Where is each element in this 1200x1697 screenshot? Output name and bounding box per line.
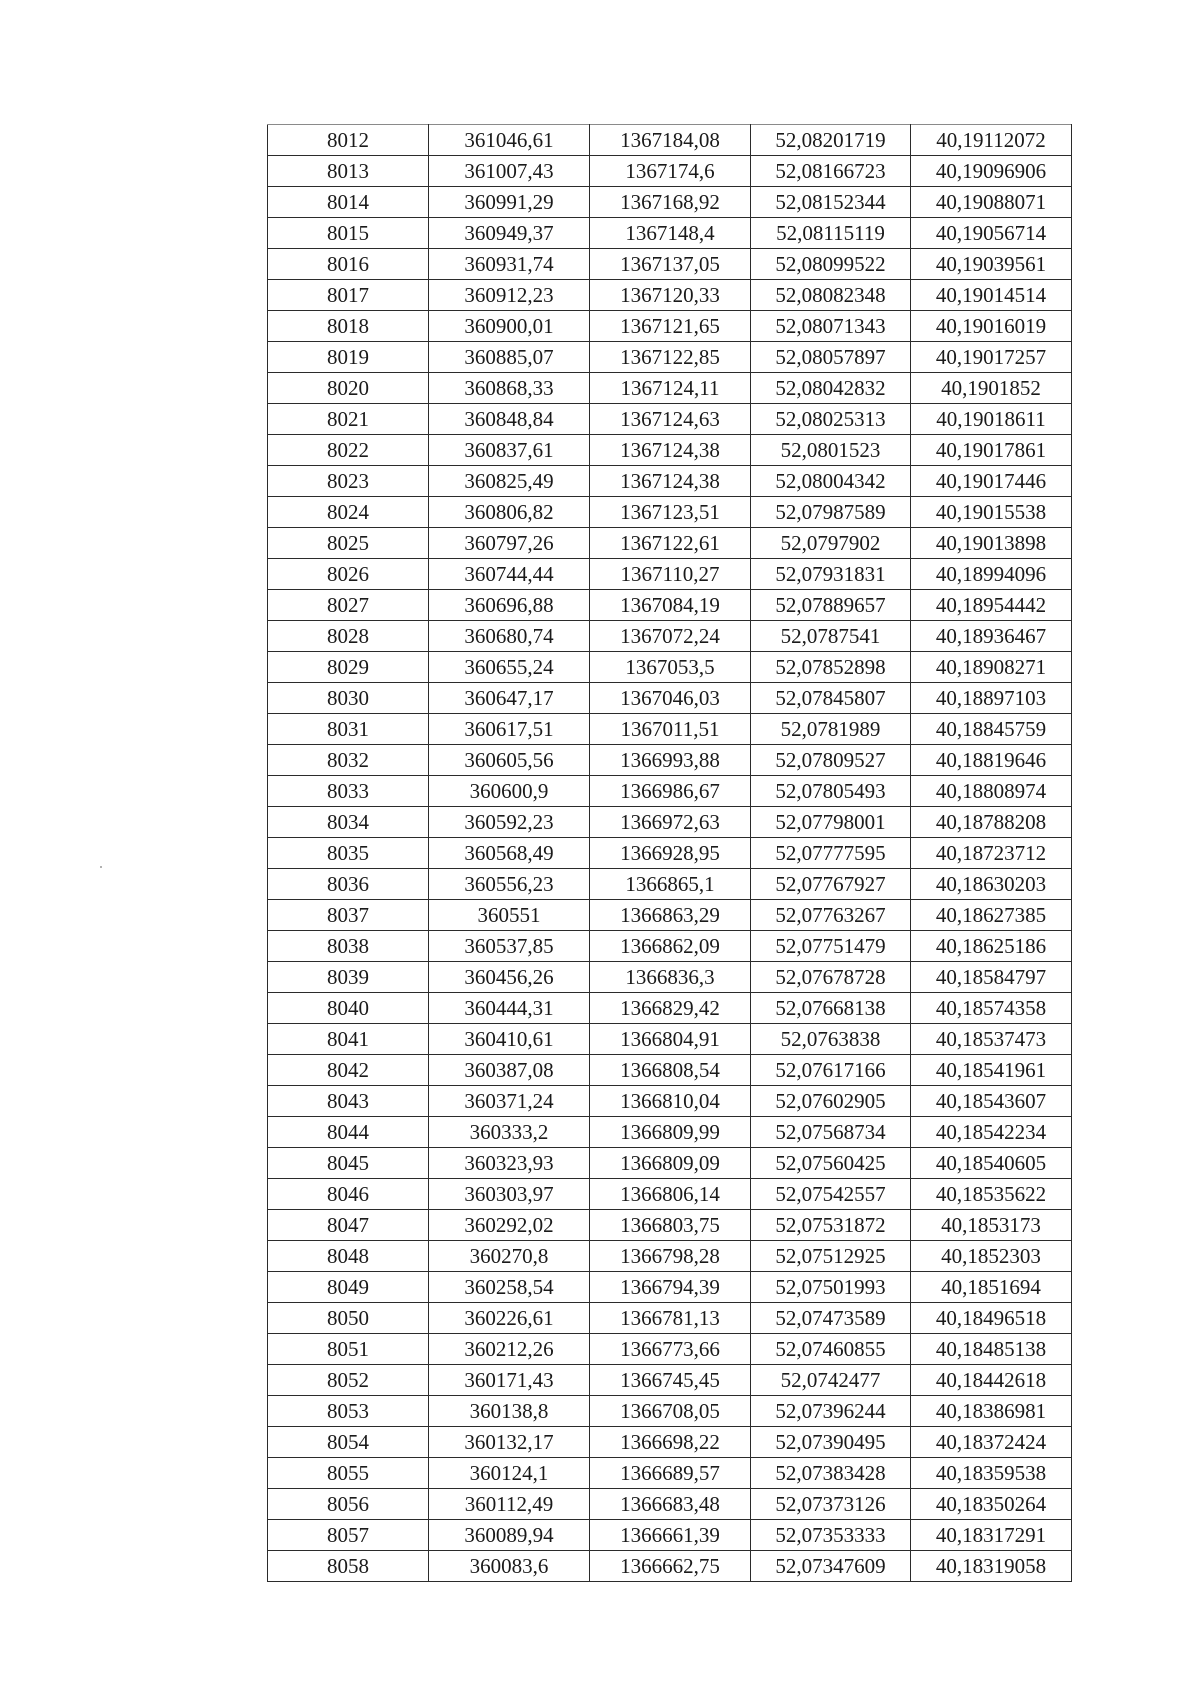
y-coordinate-cell: 1366798,28 <box>590 1241 751 1272</box>
point-number-cell: 8019 <box>268 342 429 373</box>
x-coordinate-cell: 360806,82 <box>429 497 590 528</box>
longitude-cell: 40,18537473 <box>911 1024 1072 1055</box>
y-coordinate-cell: 1366972,63 <box>590 807 751 838</box>
point-number-cell: 8032 <box>268 745 429 776</box>
latitude-cell: 52,0801523 <box>751 435 911 466</box>
latitude-cell: 52,07383428 <box>751 1458 911 1489</box>
y-coordinate-cell: 1366794,39 <box>590 1272 751 1303</box>
y-coordinate-cell: 1366689,57 <box>590 1458 751 1489</box>
latitude-cell: 52,07473589 <box>751 1303 911 1334</box>
longitude-cell: 40,1852303 <box>911 1241 1072 1272</box>
longitude-cell: 40,19018611 <box>911 404 1072 435</box>
point-number-cell: 8023 <box>268 466 429 497</box>
table-row <box>268 1179 1072 1210</box>
x-coordinate-cell: 360089,94 <box>429 1520 590 1551</box>
y-coordinate-cell: 1366862,09 <box>590 931 751 962</box>
table-row <box>268 962 1072 993</box>
y-coordinate-cell: 1366865,1 <box>590 869 751 900</box>
point-number-cell: 8055 <box>268 1458 429 1489</box>
latitude-cell: 52,0763838 <box>751 1024 911 1055</box>
longitude-cell: 40,18350264 <box>911 1489 1072 1520</box>
y-coordinate-cell: 1366809,99 <box>590 1117 751 1148</box>
point-number-cell: 8045 <box>268 1148 429 1179</box>
y-coordinate-cell: 1366809,09 <box>590 1148 751 1179</box>
latitude-cell: 52,07805493 <box>751 776 911 807</box>
table-row <box>268 249 1072 280</box>
y-coordinate-cell: 1366804,91 <box>590 1024 751 1055</box>
longitude-cell: 40,18625186 <box>911 931 1072 962</box>
y-coordinate-cell: 1367124,38 <box>590 466 751 497</box>
latitude-cell: 52,08025313 <box>751 404 911 435</box>
x-coordinate-cell: 360333,2 <box>429 1117 590 1148</box>
longitude-cell: 40,18485138 <box>911 1334 1072 1365</box>
longitude-cell: 40,18584797 <box>911 962 1072 993</box>
latitude-cell: 52,08004342 <box>751 466 911 497</box>
latitude-cell: 52,07353333 <box>751 1520 911 1551</box>
latitude-cell: 52,0787541 <box>751 621 911 652</box>
y-coordinate-cell: 1367072,24 <box>590 621 751 652</box>
x-coordinate-cell: 360112,49 <box>429 1489 590 1520</box>
point-number-cell: 8054 <box>268 1427 429 1458</box>
table-row <box>268 187 1072 218</box>
x-coordinate-cell: 360387,08 <box>429 1055 590 1086</box>
latitude-cell: 52,0742477 <box>751 1365 911 1396</box>
latitude-cell: 52,07889657 <box>751 590 911 621</box>
x-coordinate-cell: 360556,23 <box>429 869 590 900</box>
x-coordinate-cell: 360885,07 <box>429 342 590 373</box>
table-row <box>268 1520 1072 1551</box>
x-coordinate-cell: 360900,01 <box>429 311 590 342</box>
point-number-cell: 8034 <box>268 807 429 838</box>
x-coordinate-cell: 360848,84 <box>429 404 590 435</box>
point-number-cell: 8022 <box>268 435 429 466</box>
point-number-cell: 8026 <box>268 559 429 590</box>
longitude-cell: 40,19017446 <box>911 466 1072 497</box>
y-coordinate-cell: 1367184,08 <box>590 125 751 156</box>
longitude-cell: 40,19039561 <box>911 249 1072 280</box>
latitude-cell: 52,07617166 <box>751 1055 911 1086</box>
y-coordinate-cell: 1367168,92 <box>590 187 751 218</box>
point-number-cell: 8014 <box>268 187 429 218</box>
point-number-cell: 8030 <box>268 683 429 714</box>
longitude-cell: 40,18908271 <box>911 652 1072 683</box>
longitude-cell: 40,19088071 <box>911 187 1072 218</box>
x-coordinate-cell: 360537,85 <box>429 931 590 962</box>
y-coordinate-cell: 1367084,19 <box>590 590 751 621</box>
longitude-cell: 40,19112072 <box>911 125 1072 156</box>
x-coordinate-cell: 360949,37 <box>429 218 590 249</box>
table-row <box>268 311 1072 342</box>
latitude-cell: 52,08152344 <box>751 187 911 218</box>
table-row <box>268 1458 1072 1489</box>
longitude-cell: 40,19096906 <box>911 156 1072 187</box>
longitude-cell: 40,18386981 <box>911 1396 1072 1427</box>
point-number-cell: 8038 <box>268 931 429 962</box>
y-coordinate-cell: 1367174,6 <box>590 156 751 187</box>
table-row <box>268 1396 1072 1427</box>
y-coordinate-cell: 1367123,51 <box>590 497 751 528</box>
y-coordinate-cell: 1366986,67 <box>590 776 751 807</box>
table-row <box>268 1210 1072 1241</box>
point-number-cell: 8042 <box>268 1055 429 1086</box>
y-coordinate-cell: 1367124,38 <box>590 435 751 466</box>
point-number-cell: 8058 <box>268 1551 429 1582</box>
table-row <box>268 528 1072 559</box>
latitude-cell: 52,07568734 <box>751 1117 911 1148</box>
latitude-cell: 52,07396244 <box>751 1396 911 1427</box>
latitude-cell: 52,07852898 <box>751 652 911 683</box>
longitude-cell: 40,18535622 <box>911 1179 1072 1210</box>
y-coordinate-cell: 1366698,22 <box>590 1427 751 1458</box>
table-row <box>268 1365 1072 1396</box>
point-number-cell: 8017 <box>268 280 429 311</box>
table-row <box>268 218 1072 249</box>
point-number-cell: 8021 <box>268 404 429 435</box>
latitude-cell: 52,07602905 <box>751 1086 911 1117</box>
table-row <box>268 993 1072 1024</box>
y-coordinate-cell: 1367122,61 <box>590 528 751 559</box>
table-row <box>268 373 1072 404</box>
longitude-cell: 40,18317291 <box>911 1520 1072 1551</box>
point-number-cell: 8028 <box>268 621 429 652</box>
y-coordinate-cell: 1366836,3 <box>590 962 751 993</box>
point-number-cell: 8020 <box>268 373 429 404</box>
y-coordinate-cell: 1366863,29 <box>590 900 751 931</box>
latitude-cell: 52,07501993 <box>751 1272 911 1303</box>
x-coordinate-cell: 360991,29 <box>429 187 590 218</box>
table-row <box>268 559 1072 590</box>
x-coordinate-cell: 361046,61 <box>429 125 590 156</box>
x-coordinate-cell: 360600,9 <box>429 776 590 807</box>
table-row <box>268 435 1072 466</box>
latitude-cell: 52,07931831 <box>751 559 911 590</box>
x-coordinate-cell: 360371,24 <box>429 1086 590 1117</box>
x-coordinate-cell: 360655,24 <box>429 652 590 683</box>
table-row <box>268 1148 1072 1179</box>
y-coordinate-cell: 1367110,27 <box>590 559 751 590</box>
table-row <box>268 1334 1072 1365</box>
longitude-cell: 40,18808974 <box>911 776 1072 807</box>
table-row <box>268 776 1072 807</box>
table-row <box>268 280 1072 311</box>
y-coordinate-cell: 1366928,95 <box>590 838 751 869</box>
point-number-cell: 8018 <box>268 311 429 342</box>
y-coordinate-cell: 1367120,33 <box>590 280 751 311</box>
y-coordinate-cell: 1366661,39 <box>590 1520 751 1551</box>
latitude-cell: 52,07763267 <box>751 900 911 931</box>
y-coordinate-cell: 1367137,05 <box>590 249 751 280</box>
table-row <box>268 1055 1072 1086</box>
latitude-cell: 52,07560425 <box>751 1148 911 1179</box>
table-row <box>268 1117 1072 1148</box>
x-coordinate-cell: 360212,26 <box>429 1334 590 1365</box>
table-row <box>268 1272 1072 1303</box>
point-number-cell: 8012 <box>268 125 429 156</box>
y-coordinate-cell: 1366781,13 <box>590 1303 751 1334</box>
point-number-cell: 8056 <box>268 1489 429 1520</box>
longitude-cell: 40,18359538 <box>911 1458 1072 1489</box>
x-coordinate-cell: 360744,44 <box>429 559 590 590</box>
longitude-cell: 40,18496518 <box>911 1303 1072 1334</box>
y-coordinate-cell: 1366745,45 <box>590 1365 751 1396</box>
latitude-cell: 52,07798001 <box>751 807 911 838</box>
point-number-cell: 8043 <box>268 1086 429 1117</box>
longitude-cell: 40,1851694 <box>911 1272 1072 1303</box>
point-number-cell: 8041 <box>268 1024 429 1055</box>
x-coordinate-cell: 360592,23 <box>429 807 590 838</box>
x-coordinate-cell: 360292,02 <box>429 1210 590 1241</box>
point-number-cell: 8053 <box>268 1396 429 1427</box>
latitude-cell: 52,07987589 <box>751 497 911 528</box>
latitude-cell: 52,08166723 <box>751 156 911 187</box>
table-row <box>268 745 1072 776</box>
point-number-cell: 8049 <box>268 1272 429 1303</box>
table-row <box>268 590 1072 621</box>
longitude-cell: 40,18372424 <box>911 1427 1072 1458</box>
point-number-cell: 8015 <box>268 218 429 249</box>
x-coordinate-cell: 360696,88 <box>429 590 590 621</box>
table-row <box>268 652 1072 683</box>
x-coordinate-cell: 360797,26 <box>429 528 590 559</box>
y-coordinate-cell: 1367148,4 <box>590 218 751 249</box>
latitude-cell: 52,07678728 <box>751 962 911 993</box>
table-row <box>268 931 1072 962</box>
latitude-cell: 52,07512925 <box>751 1241 911 1272</box>
x-coordinate-cell: 360410,61 <box>429 1024 590 1055</box>
coordinate-table <box>267 124 1072 1582</box>
point-number-cell: 8040 <box>268 993 429 1024</box>
point-number-cell: 8051 <box>268 1334 429 1365</box>
table-row <box>268 125 1072 156</box>
y-coordinate-cell: 1366803,75 <box>590 1210 751 1241</box>
table-row <box>268 1086 1072 1117</box>
table-row <box>268 838 1072 869</box>
table-row <box>268 1551 1072 1582</box>
latitude-cell: 52,08071343 <box>751 311 911 342</box>
x-coordinate-cell: 360270,8 <box>429 1241 590 1272</box>
table-row <box>268 900 1072 931</box>
point-number-cell: 8035 <box>268 838 429 869</box>
latitude-cell: 52,07531872 <box>751 1210 911 1241</box>
table-row <box>268 621 1072 652</box>
x-coordinate-cell: 360323,93 <box>429 1148 590 1179</box>
x-coordinate-cell: 360138,8 <box>429 1396 590 1427</box>
y-coordinate-cell: 1366993,88 <box>590 745 751 776</box>
point-number-cell: 8052 <box>268 1365 429 1396</box>
point-number-cell: 8016 <box>268 249 429 280</box>
table-row <box>268 1241 1072 1272</box>
longitude-cell: 40,19056714 <box>911 218 1072 249</box>
longitude-cell: 40,19013898 <box>911 528 1072 559</box>
latitude-cell: 52,07767927 <box>751 869 911 900</box>
latitude-cell: 52,08115119 <box>751 218 911 249</box>
point-number-cell: 8057 <box>268 1520 429 1551</box>
longitude-cell: 40,18723712 <box>911 838 1072 869</box>
y-coordinate-cell: 1367053,5 <box>590 652 751 683</box>
x-coordinate-cell: 360825,49 <box>429 466 590 497</box>
x-coordinate-cell: 360124,1 <box>429 1458 590 1489</box>
latitude-cell: 52,08042832 <box>751 373 911 404</box>
point-number-cell: 8013 <box>268 156 429 187</box>
point-number-cell: 8031 <box>268 714 429 745</box>
latitude-cell: 52,07460855 <box>751 1334 911 1365</box>
table-row <box>268 714 1072 745</box>
y-coordinate-cell: 1367011,51 <box>590 714 751 745</box>
longitude-cell: 40,18574358 <box>911 993 1072 1024</box>
y-coordinate-cell: 1366829,42 <box>590 993 751 1024</box>
longitude-cell: 40,18897103 <box>911 683 1072 714</box>
longitude-cell: 40,19017861 <box>911 435 1072 466</box>
point-number-cell: 8025 <box>268 528 429 559</box>
table-row <box>268 466 1072 497</box>
latitude-cell: 52,07845807 <box>751 683 911 714</box>
x-coordinate-cell: 360258,54 <box>429 1272 590 1303</box>
x-coordinate-cell: 360132,17 <box>429 1427 590 1458</box>
x-coordinate-cell: 360837,61 <box>429 435 590 466</box>
table-row <box>268 683 1072 714</box>
latitude-cell: 52,08201719 <box>751 125 911 156</box>
longitude-cell: 40,18540605 <box>911 1148 1072 1179</box>
x-coordinate-cell: 360226,61 <box>429 1303 590 1334</box>
table-row <box>268 342 1072 373</box>
table-row <box>268 497 1072 528</box>
latitude-cell: 52,0781989 <box>751 714 911 745</box>
y-coordinate-cell: 1367046,03 <box>590 683 751 714</box>
table-row <box>268 1427 1072 1458</box>
y-coordinate-cell: 1367124,63 <box>590 404 751 435</box>
point-number-cell: 8033 <box>268 776 429 807</box>
longitude-cell: 40,18630203 <box>911 869 1072 900</box>
latitude-cell: 52,07347609 <box>751 1551 911 1582</box>
latitude-cell: 52,07390495 <box>751 1427 911 1458</box>
latitude-cell: 52,08099522 <box>751 249 911 280</box>
x-coordinate-cell: 360647,17 <box>429 683 590 714</box>
y-coordinate-cell: 1366683,48 <box>590 1489 751 1520</box>
longitude-cell: 40,18788208 <box>911 807 1072 838</box>
latitude-cell: 52,07751479 <box>751 931 911 962</box>
point-number-cell: 8024 <box>268 497 429 528</box>
y-coordinate-cell: 1366808,54 <box>590 1055 751 1086</box>
longitude-cell: 40,18954442 <box>911 590 1072 621</box>
latitude-cell: 52,07373126 <box>751 1489 911 1520</box>
table-row <box>268 807 1072 838</box>
x-coordinate-cell: 360444,31 <box>429 993 590 1024</box>
longitude-cell: 40,18542234 <box>911 1117 1072 1148</box>
longitude-cell: 40,18845759 <box>911 714 1072 745</box>
x-coordinate-cell: 360868,33 <box>429 373 590 404</box>
x-coordinate-cell: 360456,26 <box>429 962 590 993</box>
y-coordinate-cell: 1366806,14 <box>590 1179 751 1210</box>
point-number-cell: 8039 <box>268 962 429 993</box>
longitude-cell: 40,18627385 <box>911 900 1072 931</box>
y-coordinate-cell: 1367124,11 <box>590 373 751 404</box>
longitude-cell: 40,19016019 <box>911 311 1072 342</box>
table-row <box>268 1303 1072 1334</box>
point-number-cell: 8037 <box>268 900 429 931</box>
longitude-cell: 40,19015538 <box>911 497 1072 528</box>
scan-speck <box>100 866 102 868</box>
longitude-cell: 40,19014514 <box>911 280 1072 311</box>
point-number-cell: 8029 <box>268 652 429 683</box>
latitude-cell: 52,07542557 <box>751 1179 911 1210</box>
longitude-cell: 40,18541961 <box>911 1055 1072 1086</box>
longitude-cell: 40,18319058 <box>911 1551 1072 1582</box>
x-coordinate-cell: 360551 <box>429 900 590 931</box>
point-number-cell: 8047 <box>268 1210 429 1241</box>
latitude-cell: 52,07777595 <box>751 838 911 869</box>
longitude-cell: 40,1853173 <box>911 1210 1072 1241</box>
longitude-cell: 40,18543607 <box>911 1086 1072 1117</box>
x-coordinate-cell: 360171,43 <box>429 1365 590 1396</box>
y-coordinate-cell: 1366810,04 <box>590 1086 751 1117</box>
table-row <box>268 156 1072 187</box>
y-coordinate-cell: 1366662,75 <box>590 1551 751 1582</box>
table-row <box>268 404 1072 435</box>
table-row <box>268 1489 1072 1520</box>
point-number-cell: 8050 <box>268 1303 429 1334</box>
point-number-cell: 8048 <box>268 1241 429 1272</box>
y-coordinate-cell: 1367122,85 <box>590 342 751 373</box>
x-coordinate-cell: 360931,74 <box>429 249 590 280</box>
x-coordinate-cell: 360303,97 <box>429 1179 590 1210</box>
table-row <box>268 869 1072 900</box>
point-number-cell: 8046 <box>268 1179 429 1210</box>
longitude-cell: 40,18819646 <box>911 745 1072 776</box>
y-coordinate-cell: 1366773,66 <box>590 1334 751 1365</box>
longitude-cell: 40,18936467 <box>911 621 1072 652</box>
latitude-cell: 52,07809527 <box>751 745 911 776</box>
longitude-cell: 40,18442618 <box>911 1365 1072 1396</box>
point-number-cell: 8036 <box>268 869 429 900</box>
y-coordinate-cell: 1367121,65 <box>590 311 751 342</box>
latitude-cell: 52,08082348 <box>751 280 911 311</box>
x-coordinate-cell: 360083,6 <box>429 1551 590 1582</box>
x-coordinate-cell: 360680,74 <box>429 621 590 652</box>
latitude-cell: 52,08057897 <box>751 342 911 373</box>
x-coordinate-cell: 360912,23 <box>429 280 590 311</box>
longitude-cell: 40,19017257 <box>911 342 1072 373</box>
x-coordinate-cell: 360605,56 <box>429 745 590 776</box>
point-number-cell: 8044 <box>268 1117 429 1148</box>
x-coordinate-cell: 360617,51 <box>429 714 590 745</box>
longitude-cell: 40,1901852 <box>911 373 1072 404</box>
latitude-cell: 52,0797902 <box>751 528 911 559</box>
y-coordinate-cell: 1366708,05 <box>590 1396 751 1427</box>
point-number-cell: 8027 <box>268 590 429 621</box>
latitude-cell: 52,07668138 <box>751 993 911 1024</box>
x-coordinate-cell: 361007,43 <box>429 156 590 187</box>
longitude-cell: 40,18994096 <box>911 559 1072 590</box>
x-coordinate-cell: 360568,49 <box>429 838 590 869</box>
table-row <box>268 1024 1072 1055</box>
coordinate-table-body <box>268 125 1072 1582</box>
